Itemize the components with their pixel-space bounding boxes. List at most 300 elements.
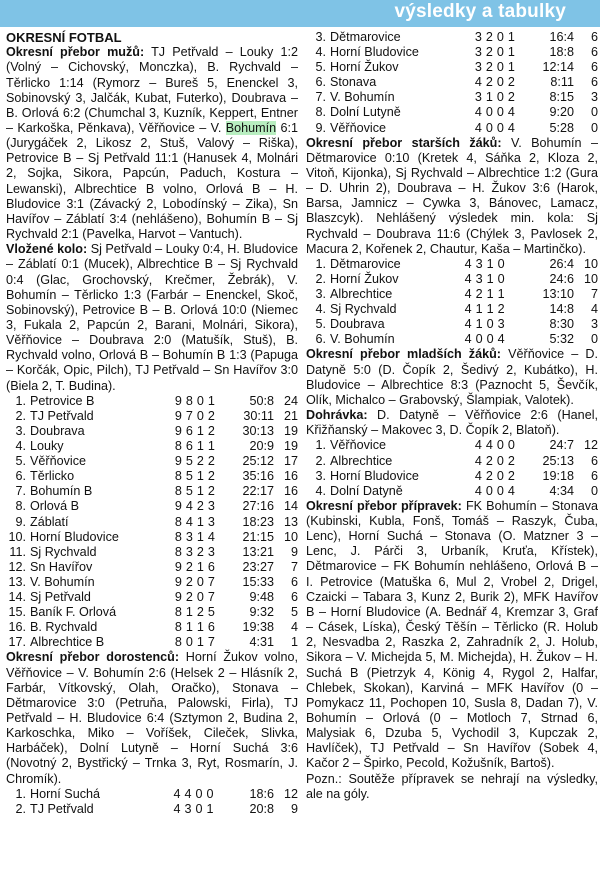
cell-wins: 1 <box>475 302 483 317</box>
cell-team-name: V. Bohumín <box>330 332 395 347</box>
cell-draws: 2 <box>196 544 204 559</box>
cell-team-name: Horní Žukov <box>330 60 399 75</box>
cell-rank: 9. <box>315 120 326 135</box>
cell-wins: 2 <box>485 45 493 60</box>
cell-wins: 0 <box>485 105 493 120</box>
cell-draws: 0 <box>496 438 504 453</box>
cell-games: 8 <box>174 469 182 484</box>
inserted-round-heading: Vložené kolo: <box>6 242 88 257</box>
section-title: OKRESNÍ FOTBAL <box>6 30 122 45</box>
cell-draws: 1 <box>196 439 204 454</box>
cell-team-name: TJ Petřvald <box>30 801 94 816</box>
cell-draws: 0 <box>496 468 504 483</box>
mens-league-results <box>6 45 298 242</box>
cell-losses: 0 <box>507 438 515 453</box>
cell-points: 14 <box>283 499 298 514</box>
juniors-league-table-part <box>6 787 298 817</box>
cell-points: 6 <box>590 60 598 75</box>
cell-score: 14:8 <box>549 302 574 317</box>
cell-draws: 1 <box>196 635 204 650</box>
cell-score: 8:30 <box>549 317 574 332</box>
cell-points: 0 <box>590 105 598 120</box>
cell-score: 25:12 <box>242 454 274 469</box>
cell-losses: 1 <box>207 439 215 454</box>
cell-team-name: Stonava <box>330 75 377 90</box>
cell-score: 25:13 <box>542 453 574 468</box>
cell-draws: 1 <box>196 620 204 635</box>
cell-points: 0 <box>590 332 598 347</box>
cell-points: 10 <box>583 256 598 271</box>
table-row <box>306 272 598 287</box>
cell-wins: 5 <box>185 454 193 469</box>
table-row <box>6 515 298 530</box>
cell-games: 3 <box>474 30 482 44</box>
cell-games: 4 <box>464 317 472 332</box>
cell-rank: 11. <box>9 544 26 559</box>
cell-draws: 1 <box>196 484 204 499</box>
cell-team-name: Albrechtice B <box>30 635 105 650</box>
cell-games: 9 <box>174 499 182 514</box>
cell-rank: 14. <box>8 590 26 605</box>
cell-rank: 3. <box>315 30 326 44</box>
cell-wins: 0 <box>185 635 193 650</box>
cell-draws: 0 <box>496 30 504 44</box>
cell-games: 4 <box>173 786 181 801</box>
cell-games: 3 <box>474 90 482 105</box>
cell-score: 23:27 <box>242 559 274 574</box>
table-row <box>306 332 598 347</box>
cell-draws: 1 <box>486 302 494 317</box>
cell-draws: 1 <box>486 256 494 271</box>
cell-points: 6 <box>590 30 598 44</box>
cell-points: 13 <box>283 514 298 529</box>
cell-losses: 7 <box>207 574 215 589</box>
table-row <box>306 287 598 302</box>
cell-draws: 2 <box>196 499 204 514</box>
cell-score: 9:48 <box>249 590 274 605</box>
cell-wins: 0 <box>485 483 493 498</box>
cell-points: 7 <box>590 287 598 302</box>
table-row <box>6 424 298 439</box>
cell-rank: 4. <box>315 302 326 317</box>
cell-score: 35:16 <box>242 469 274 484</box>
cell-losses: 6 <box>207 620 215 635</box>
cell-losses: 2 <box>507 90 515 105</box>
table-row <box>6 499 298 514</box>
cell-losses: 4 <box>207 529 215 544</box>
cell-wins: 2 <box>485 30 493 44</box>
makeup-match-text: D. Datyně – Věřňovice 2:6 (Hanel, Křižňanský – Makovec 3, D. Čopík 2, Blatoň). <box>306 408 598 438</box>
cell-draws: 0 <box>196 574 204 589</box>
cell-games: 4 <box>464 332 472 347</box>
cell-team-name: Dolní Lutyně <box>330 105 401 120</box>
cell-rank: 4. <box>315 45 326 60</box>
cell-wins: 4 <box>185 499 193 514</box>
cell-rank: 15. <box>8 605 26 620</box>
cell-rank: 8. <box>15 499 26 514</box>
cell-losses: 2 <box>497 302 505 317</box>
cell-games: 9 <box>174 590 182 605</box>
left-column <box>6 30 298 879</box>
table-row <box>306 90 598 105</box>
cell-losses: 1 <box>207 393 215 408</box>
cell-draws: 0 <box>496 453 504 468</box>
cell-points: 0 <box>590 120 598 135</box>
table-row <box>6 787 298 802</box>
cell-points: 6 <box>590 45 598 60</box>
cell-wins: 6 <box>185 439 193 454</box>
cell-points: 7 <box>290 559 298 574</box>
cell-wins: 3 <box>185 529 193 544</box>
cell-team-name: Doubrava <box>30 423 85 438</box>
younger-pupils-results <box>306 347 598 408</box>
cell-games: 9 <box>174 393 182 408</box>
cell-wins: 5 <box>185 484 193 499</box>
cell-score: 18:23 <box>242 514 274 529</box>
highlighted-word: Bohumín <box>225 120 277 135</box>
cell-losses: 4 <box>507 105 515 120</box>
table-row <box>306 121 598 136</box>
cell-score: 24:6 <box>549 272 574 286</box>
cell-rank: 3. <box>315 287 326 302</box>
cell-points: 19 <box>283 439 298 454</box>
table-row <box>306 469 598 484</box>
younger-pupils-table <box>306 438 598 498</box>
table-row <box>6 575 298 590</box>
cell-points: 6 <box>290 574 298 589</box>
cell-rank: 17. <box>8 635 26 650</box>
mens-results-text-a: TJ Petřvald – Louky 1:2 (Volný – Cichovský, Monczka), B. Rychvald – Těrlicko 1:14 (Rymorz – Bureš 5, Enenckel 3, Sobinovský 3, Jalčák, Kubat, Futerko), Doubrava – B. Orlová 6:2 (Chumchal 3, Kuzník, Keppert, Entner – Karkoška, Pěnkava), Věřňovice – V. <box>6 45 298 135</box>
cell-draws: 0 <box>196 393 204 408</box>
cell-team-name: Horní Bludovice <box>30 529 119 544</box>
table-row <box>6 409 298 424</box>
cell-games: 8 <box>174 514 182 529</box>
cell-draws: 0 <box>195 786 203 801</box>
table-row <box>6 530 298 545</box>
cell-wins: 2 <box>485 60 493 75</box>
table-row <box>306 75 598 90</box>
cell-games: 3 <box>474 45 482 60</box>
juniors-results-text: Horní Žukov volno, Věřňovice – V. Bohumín 2:6 (Helsek 2 – Hlásník 2, Farbár, Vítkovský, Olah, Oračko), Stonava – Dětmarovice 3:0 (Petruňa, Palowski, Firla), TJ Petřvald – H. Bludovice 6:4 (Sztymon 2, Budina 2, Karkoschka, Miko – Voříšek, Cileček, Slivka, Harbáček), Dolní Lutyně – Horní Suchá 3:6 (Novotný 2, Bystřický – Trnka 3, Ryt, Rosmarín, J. Chromík). <box>6 650 298 786</box>
cell-rank: 16. <box>8 620 26 635</box>
cell-wins: 2 <box>485 75 493 90</box>
cell-games: 9 <box>174 574 182 589</box>
cell-games: 4 <box>464 272 472 286</box>
cell-wins: 2 <box>485 453 493 468</box>
cell-rank: 2. <box>315 453 326 468</box>
cell-wins: 4 <box>184 786 192 801</box>
cell-games: 4 <box>474 438 482 453</box>
cell-games: 8 <box>174 544 182 559</box>
cell-wins: 7 <box>185 408 193 423</box>
cell-losses: 1 <box>507 30 515 44</box>
inserted-round-text: Sj Petřvald – Louky 0:4, H. Bludovice – Záblatí 0:1 (Mucek), Albrechtice B – Sj Rychvald 0:4 (Glac, Grochovský, Krečmer, Žebrák), V. Bohumín – Těrlicko 1:3 (Farbár – Enenckel, Skoč, Sobinovský), Petrovice B – B. Orlová 10:0 (Niemec 3, Fukala 2, Papcún 2, Barani, Molnári, Sikora), Věřňovice – Doubrava 2:0 (Matušík, Stuš), B. Rychvald volno, Orlová B – Bohumín B 1:3 (Papuga – Korčák, Opic, Pilch), TJ Petřvald – Sn Havířov 3:0 (Biela 2, T. Budina). <box>6 242 298 393</box>
cell-points: 6 <box>590 453 598 468</box>
cell-points: 12 <box>283 786 298 801</box>
preparatory-text: FK Bohumín – Stonava (Kubinski, Kubla, Fonš, Tomáš – Raszyk, Čuba, Lenc), Horní Suchá – Stonava (O. Matzner 3 – Lenc, J. Párči 3, Urbaník, Kruťa, Křístek), Dětmarovice – FK Bohumín nehlášeno, Orlová B – I. Petrovice (Matuška 6, Mul 2, Vrobel 2, Drigel, Czaicki – Tabara 3, Kunz 2, Burik 2), MFK Havířov B – Horní Bludovice (A. Bednář 4, Kremzar 3, Graf – Cásek, Líska), Český Těšín – Těrlicko (R. Holub 2, Nesvadba 2, Raszka 2, Zahradník 2, J. Holub, Sikora – V. Michejda 5, M. Michejda), H. Žukov – H. Suchá B (Pietrzyk 4, König 4, Rygol 2, Halfar, Chlebek, Skokan), Karviná – MFK Havířov (0 – Pomykacz 11, Pochopen 10, Susla 8, Dadan 7), V. Bohumín – Orlová (0 – Motloch 7, Strnad 6, Malysiak 6, Dzuba 5, Vychodil 3, Kupczak 2, Havlíček), TJ Petřvald – Sn Havířov (Sobek 4, Kačor 2 – Špirko, Pecold, Kožušník, Bartoš). <box>306 498 598 771</box>
cell-team-name: Dětmarovice <box>330 30 401 44</box>
cell-losses: 3 <box>497 317 505 332</box>
table-row <box>306 45 598 60</box>
cell-losses: 0 <box>497 256 505 271</box>
cell-score: 24:7 <box>549 438 574 453</box>
younger-pupils-text: Věřňovice – D. Datyně 5:0 (D. Čopík 2, Šedivý 2, Kubátko), H. Bludovice – Albrechtice 8:3 (Paznocht 5, Ševčík, Olík, Michalco – Grabovský, Šlampiak, Valotek). <box>306 347 598 407</box>
table-row <box>6 454 298 469</box>
cell-score: 8:15 <box>549 90 574 105</box>
cell-losses: 1 <box>507 45 515 60</box>
cell-games: 8 <box>174 635 182 650</box>
cell-losses: 2 <box>207 484 215 499</box>
cell-team-name: Albrechtice <box>330 287 393 302</box>
cell-score: 26:4 <box>549 256 574 271</box>
cell-wins: 0 <box>485 120 493 135</box>
cell-points: 3 <box>590 317 598 332</box>
cell-rank: 10. <box>8 529 26 544</box>
cell-draws: 2 <box>196 605 204 620</box>
cell-points: 17 <box>283 454 298 469</box>
table-row <box>6 605 298 620</box>
cell-points: 16 <box>283 469 298 484</box>
cell-draws: 2 <box>196 454 204 469</box>
cell-rank: 6. <box>15 469 26 484</box>
cell-wins: 2 <box>185 590 193 605</box>
cell-score: 22:17 <box>242 484 274 499</box>
cell-score: 4:34 <box>549 483 574 498</box>
cell-points: 5 <box>290 605 298 620</box>
cell-games: 4 <box>474 120 482 135</box>
cell-wins: 1 <box>485 90 493 105</box>
cell-team-name: B. Rychvald <box>30 620 98 635</box>
cell-draws: 0 <box>196 408 204 423</box>
cell-losses: 7 <box>207 590 215 605</box>
cell-wins: 2 <box>485 468 493 483</box>
table-row <box>6 545 298 560</box>
cell-team-name: Sj Rychvald <box>30 544 97 559</box>
mens-league-heading: Okresní přebor mužů: <box>6 45 145 60</box>
cell-score: 18:6 <box>249 786 274 801</box>
table-row <box>6 635 298 650</box>
cell-draws: 0 <box>496 90 504 105</box>
cell-team-name: Doubrava <box>330 317 385 332</box>
cell-wins: 1 <box>185 605 193 620</box>
cell-team-name: Baník F. Orlová <box>30 605 117 620</box>
cell-score: 5:32 <box>549 332 574 347</box>
cell-team-name: Dolní Datyně <box>330 483 403 498</box>
table-row <box>306 302 598 317</box>
table-row <box>6 439 298 454</box>
cell-draws: 1 <box>196 529 204 544</box>
cell-draws: 1 <box>196 514 204 529</box>
cell-games: 4 <box>464 287 472 302</box>
cell-team-name: Věřňovice <box>330 438 387 453</box>
cell-team-name: Orlová B <box>30 499 79 514</box>
cell-wins: 5 <box>185 469 193 484</box>
older-pupils-heading: Okresní přebor starších žáků: <box>306 135 502 150</box>
cell-games: 4 <box>474 468 482 483</box>
cell-games: 9 <box>174 408 182 423</box>
table-row <box>306 30 598 45</box>
table-row <box>306 105 598 120</box>
cell-points: 4 <box>590 302 598 317</box>
cell-rank: 8. <box>315 105 326 120</box>
cell-score: 9:20 <box>549 105 574 120</box>
cell-wins: 4 <box>185 514 193 529</box>
cell-rank: 9. <box>15 514 26 529</box>
cell-team-name: Louky <box>30 439 64 454</box>
cell-team-name: V. Bohumín <box>330 90 395 105</box>
juniors-league-results <box>6 650 298 786</box>
cell-games: 4 <box>474 105 482 120</box>
cell-wins: 2 <box>185 574 193 589</box>
cell-score: 16:4 <box>549 30 574 44</box>
table-row <box>6 484 298 499</box>
right-column <box>306 30 598 879</box>
cell-games: 4 <box>474 75 482 90</box>
cell-losses: 3 <box>207 499 215 514</box>
cell-score: 15:33 <box>242 574 274 589</box>
cell-score: 20:8 <box>249 801 274 816</box>
cell-team-name: Věřňovice <box>30 454 87 469</box>
cell-draws: 0 <box>496 483 504 498</box>
cell-team-name: Horní Suchá <box>30 786 101 801</box>
cell-draws: 0 <box>196 590 204 605</box>
cell-points: 9 <box>290 544 298 559</box>
cell-draws: 0 <box>486 332 494 347</box>
cell-draws: 0 <box>496 45 504 60</box>
cell-losses: 2 <box>507 468 515 483</box>
cell-points: 6 <box>590 468 598 483</box>
cell-wins: 2 <box>475 287 483 302</box>
cell-draws: 0 <box>496 75 504 90</box>
banner-title: výsledky a tabulky <box>394 1 566 22</box>
cell-draws: 0 <box>496 120 504 135</box>
cell-team-name: Věřňovice <box>330 120 387 135</box>
cell-rank: 1. <box>315 256 326 271</box>
cell-losses: 2 <box>507 75 515 90</box>
cell-score: 9:32 <box>249 605 274 620</box>
cell-wins: 3 <box>475 272 483 286</box>
cell-team-name: Sn Havířov <box>30 559 93 574</box>
cell-score: 4:31 <box>249 635 274 650</box>
cell-wins: 3 <box>185 544 193 559</box>
cell-games: 4 <box>474 483 482 498</box>
cell-score: 27:16 <box>242 499 274 514</box>
cell-draws: 1 <box>486 272 494 286</box>
cell-points: 12 <box>583 438 598 453</box>
section-banner <box>0 0 600 27</box>
cell-losses: 2 <box>207 408 215 423</box>
cell-games: 8 <box>174 605 182 620</box>
cell-draws: 1 <box>486 287 494 302</box>
cell-rank: 1. <box>315 438 326 453</box>
cell-wins: 3 <box>475 256 483 271</box>
cell-team-name: TJ Petřvald <box>30 408 94 423</box>
cell-score: 19:18 <box>542 468 574 483</box>
cell-team-name: Těrlicko <box>30 469 75 484</box>
inserted-round-results <box>6 242 298 394</box>
cell-losses: 0 <box>206 786 214 801</box>
cell-losses: 1 <box>507 60 515 75</box>
cell-score: 13:10 <box>542 287 574 302</box>
cell-wins: 4 <box>485 438 493 453</box>
cell-losses: 4 <box>497 332 505 347</box>
cell-wins: 6 <box>185 423 193 438</box>
cell-rank: 6. <box>315 75 326 90</box>
cell-losses: 3 <box>207 514 215 529</box>
cell-score: 50:8 <box>249 393 274 408</box>
makeup-match-results <box>306 408 598 438</box>
cell-games: 9 <box>174 423 182 438</box>
cell-games: 8 <box>174 620 182 635</box>
cell-rank: 13. <box>8 574 26 589</box>
cell-rank: 4. <box>15 439 26 454</box>
cell-rank: 3. <box>315 468 326 483</box>
table-row <box>6 394 298 409</box>
cell-points: 21 <box>283 408 298 423</box>
cell-points: 6 <box>590 75 598 90</box>
cell-rank: 7. <box>315 90 326 105</box>
cell-losses: 2 <box>207 423 215 438</box>
table-row <box>306 317 598 332</box>
table-row <box>6 469 298 484</box>
cell-rank: 6. <box>315 332 326 347</box>
cell-points: 1 <box>290 635 298 650</box>
cell-games: 8 <box>174 529 182 544</box>
table-row <box>6 802 298 817</box>
cell-rank: 5. <box>315 317 326 332</box>
mens-league-table <box>6 394 298 651</box>
cell-team-name: Sj Rychvald <box>330 302 397 317</box>
cell-rank: 3. <box>15 423 26 438</box>
cell-team-name: Bohumín B <box>30 484 93 499</box>
cell-losses: 6 <box>207 559 215 574</box>
preparatory-results <box>306 499 598 772</box>
cell-losses: 2 <box>207 454 215 469</box>
cell-rank: 5. <box>15 454 26 469</box>
cell-draws: 1 <box>196 423 204 438</box>
cell-score: 5:28 <box>549 120 574 135</box>
cell-games: 8 <box>174 439 182 454</box>
cell-draws: 1 <box>196 469 204 484</box>
older-pupils-table <box>306 257 598 348</box>
cell-draws: 0 <box>486 317 494 332</box>
cell-team-name: Albrechtice <box>330 453 393 468</box>
older-pupils-results <box>306 136 598 257</box>
cell-score: 30:13 <box>242 423 274 438</box>
older-pupils-text: V. Bohumín – Dětmarovice 0:10 (Kretek 4, Sáňka 2, Kloza 2, Vitoň, Kijonka), Sj Rychvald – Albrechtice 1:2 (Gura – D. Uhrin 2), Doubrava – H. Žukov 3:6 (Harok, Barsa, Jamnicz – Cywka 3, Bánovec, Lamacz, Blaszcyk). Nehlášený výsledek min. kola: Sj Rychvald – Doubrava 11:6 (Chýlek 3, Pavlosek 2, Macura 2, Kořenek 2, Chautur, Kaša – Martinčko). <box>306 135 598 256</box>
note-text: Pozn.: Soutěže přípravek se nehrají na výsledky, ale na góly. <box>306 771 598 801</box>
cell-losses: 5 <box>207 605 215 620</box>
cell-points: 10 <box>283 529 298 544</box>
cell-team-name: Dětmarovice <box>330 256 401 271</box>
cell-wins: 2 <box>185 559 193 574</box>
juniors-league-table-rest <box>306 30 598 136</box>
cell-games: 9 <box>174 454 182 469</box>
cell-score: 21:15 <box>242 529 274 544</box>
cell-losses: 7 <box>207 635 215 650</box>
cell-games: 3 <box>474 60 482 75</box>
cell-team-name: Záblatí <box>30 514 69 529</box>
cell-draws: 0 <box>195 801 203 816</box>
cell-score: 18:8 <box>549 45 574 60</box>
younger-pupils-heading: Okresní přebor mladších žáků: <box>306 347 501 362</box>
cell-losses: 0 <box>497 272 505 286</box>
table-row <box>306 484 598 499</box>
cell-rank: 2. <box>15 801 26 816</box>
cell-rank: 7. <box>15 484 26 499</box>
cell-rank: 1. <box>15 786 26 801</box>
cell-wins: 8 <box>185 393 193 408</box>
